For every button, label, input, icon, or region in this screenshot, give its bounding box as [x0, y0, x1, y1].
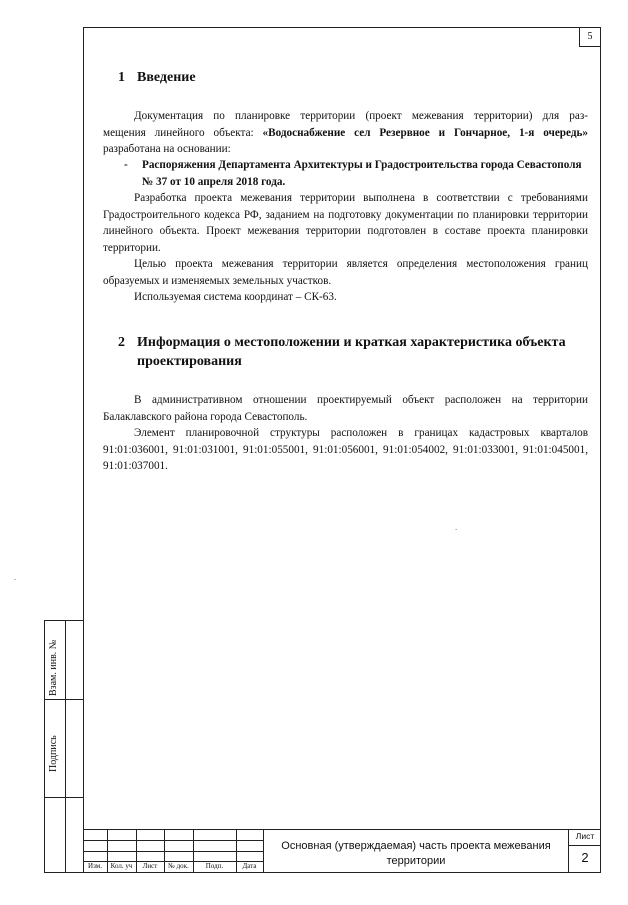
object-name: «Водоснабжение сел Резервное и Гончарное, 1-я очередь» — [262, 126, 588, 139]
bullet-dash: - — [124, 159, 128, 171]
section-1-heading — [118, 70, 196, 86]
para1-line1: Документация по планировке территории (проект межевания территории) для раз- — [134, 110, 588, 122]
document-title: Основная (утверждаемая) часть проекта межевания территории — [263, 829, 568, 873]
section-2-heading — [118, 333, 566, 371]
section-1-paragraph-1 — [103, 108, 588, 158]
page-number-box: 5 — [579, 27, 601, 47]
section-1-number: 1 — [118, 70, 125, 85]
section-1-paragraph-4: Используемая система координат – СК-63. — [134, 291, 337, 303]
side-stamp-inv — [44, 798, 84, 873]
header-izm: Изм. — [88, 862, 102, 870]
page-frame — [83, 27, 601, 873]
basis-list-item — [124, 157, 588, 190]
scan-dot: . — [455, 522, 458, 532]
section-2-number: 2 — [118, 335, 125, 350]
side-stamp-podpis — [44, 700, 84, 798]
para1-line2 — [103, 125, 588, 142]
section-2-title-line2: проектирования — [137, 354, 242, 369]
sheet-number: 2 — [581, 850, 589, 865]
side-label-podpis: Подпись — [48, 735, 59, 772]
sheet-label: Лист — [569, 831, 601, 846]
section-2-title-line1: Информация о местоположении и краткая характеристика объекта — [137, 335, 566, 350]
scan-dot: . — [14, 572, 17, 582]
header-date: Дата — [242, 862, 257, 870]
header-kol-uch: Кол. уч — [110, 862, 133, 870]
header-list: Лист — [142, 862, 158, 870]
side-stamp-vzam — [44, 620, 84, 700]
section-2-paragraph-1: В административном отношении проектируемый объект расположен на территории Балаклавского района города Севастополь. — [103, 394, 588, 423]
side-label-vzam: Взам. инв. № — [48, 639, 59, 696]
title-block — [83, 829, 601, 873]
para1-text: мещения линейного объекта: — [103, 126, 263, 139]
para1-line3: разработана на основании: — [103, 143, 231, 155]
section-1-paragraph-3: Целью проекта межевания территории является определения местоположения границ образуемых и изменяемых земельных участков. — [103, 258, 588, 287]
basis-text: Распоряжения Департамента Архитектуры и Градостроительства города Севастополя № 37 от 10 апреля 2018 года. — [142, 159, 582, 188]
section-2-paragraph-2: Элемент планировочной структуры расположен в границах кадастровых кварталов 91:01:036001, 91:01:031001, 91:01:055001, 91:01:056001, 91:01:054002, 91:01:033001, 91:01:045001, 91:01:037001. — [103, 427, 588, 472]
sheet-cell — [568, 829, 601, 873]
section-1-title: Введение — [137, 70, 196, 85]
section-1-paragraph-2: Разработка проекта межевания территории выполнена в соответствии с требованиями Градостроительного кодекса РФ, заданием на подготовку документации по планировки территории линейного объекта. Проект межевания территории подготовлен в составе проекта планировки территории. — [103, 192, 588, 254]
header-signature: Подп. — [205, 862, 224, 870]
header-doc-no: № док. — [168, 862, 189, 870]
